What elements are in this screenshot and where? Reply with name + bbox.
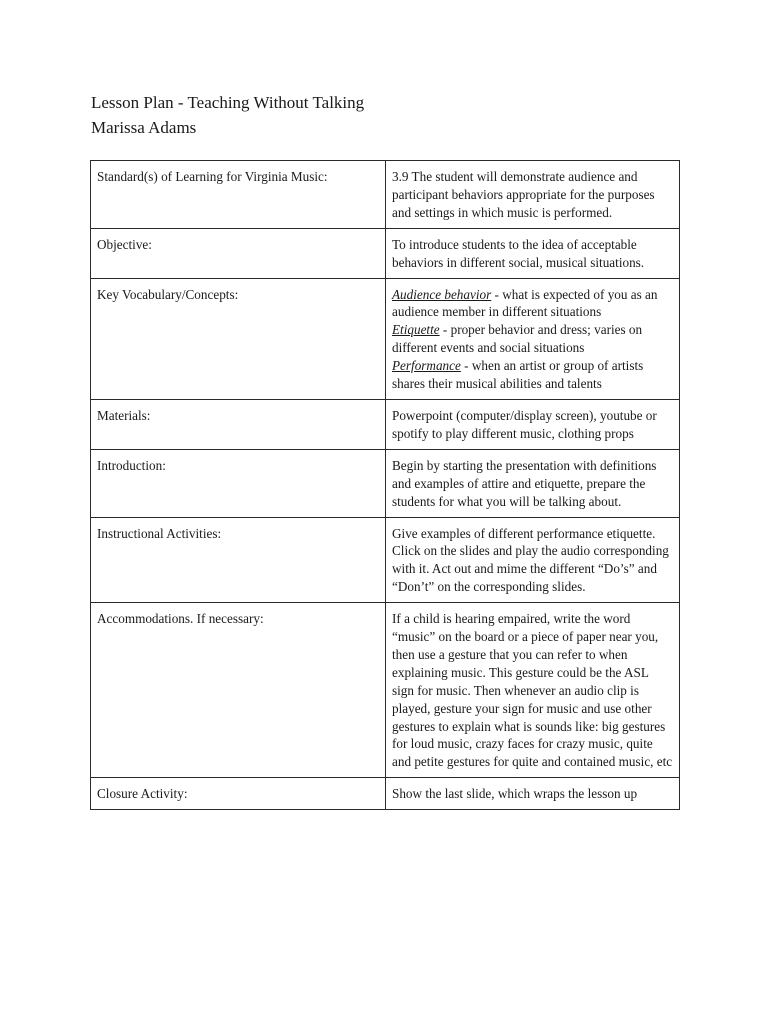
table-row-accommodations	[91, 603, 680, 778]
row-label: Standard(s) of Learning for Virginia Music:	[91, 161, 386, 229]
vocab-definition: - proper behavior and dress; varies on different events and social situations	[392, 322, 643, 356]
vocab-term: Performance	[392, 358, 461, 374]
row-label: Closure Activity:	[91, 778, 386, 810]
document-author: Marissa Adams	[91, 118, 197, 137]
row-value: Powerpoint (computer/display screen), youtube or spotify to play different music, clothing props	[386, 399, 680, 449]
vocab-item-etiquette	[392, 321, 673, 357]
row-value: If a child is hearing empaired, write the word “music” on the board or a piece of paper near you, then use a gesture that you can refer to when explaining music. This gesture could be the ASL sign for music. Then whenever an audio clip is played, gesture your sign for music and use other gestures to explain what is sounds like: big gestures for loud music, crazy faces for crazy music, quite and petite gestures for quite and contained music, etc	[386, 603, 680, 778]
table-row-objective	[91, 228, 680, 278]
row-value: Begin by starting the presentation with definitions and examples of attire and etiquette, prepare the students for what you will be talking about.	[386, 449, 680, 517]
row-label: Materials:	[91, 399, 386, 449]
vocab-definition: - what is expected of you as an audience member in different situations	[392, 286, 658, 320]
table-row-instructional-activities	[91, 517, 680, 603]
row-value: Show the last slide, which wraps the lesson up	[386, 778, 680, 810]
table-row-introduction	[91, 449, 680, 517]
lesson-plan-table	[90, 160, 680, 810]
row-value: 3.9 The student will demonstrate audience and participant behaviors appropriate for the purposes and settings in which music is performed.	[386, 161, 680, 229]
vocab-term: Audience behavior	[392, 286, 492, 302]
document-title: Lesson Plan - Teaching Without Talking	[91, 93, 365, 112]
table-row-materials	[91, 399, 680, 449]
vocabulary-list	[386, 278, 680, 399]
row-label: Key Vocabulary/Concepts:	[91, 278, 386, 399]
vocab-item-audience-behavior	[392, 286, 673, 322]
row-value: To introduce students to the idea of acceptable behaviors in different social, musical situations.	[386, 228, 680, 278]
vocab-item-performance	[392, 357, 673, 393]
row-value: Give examples of different performance etiquette. Click on the slides and play the audio corresponding with it. Act out and mime the different “Do’s” and “Don’t” on the corresponding slides.	[386, 517, 680, 603]
vocab-definition: - when an artist or group of artists shares their musical abilities and talents	[392, 358, 644, 392]
table-row-closure-activity	[91, 778, 680, 810]
row-label: Instructional Activities:	[91, 517, 386, 603]
table-row-standards	[91, 161, 680, 229]
row-label: Introduction:	[91, 449, 386, 517]
vocab-term: Etiquette	[392, 322, 440, 338]
table-row-key-vocabulary	[91, 278, 680, 399]
row-label: Accommodations. If necessary:	[91, 603, 386, 778]
row-label: Objective:	[91, 228, 386, 278]
